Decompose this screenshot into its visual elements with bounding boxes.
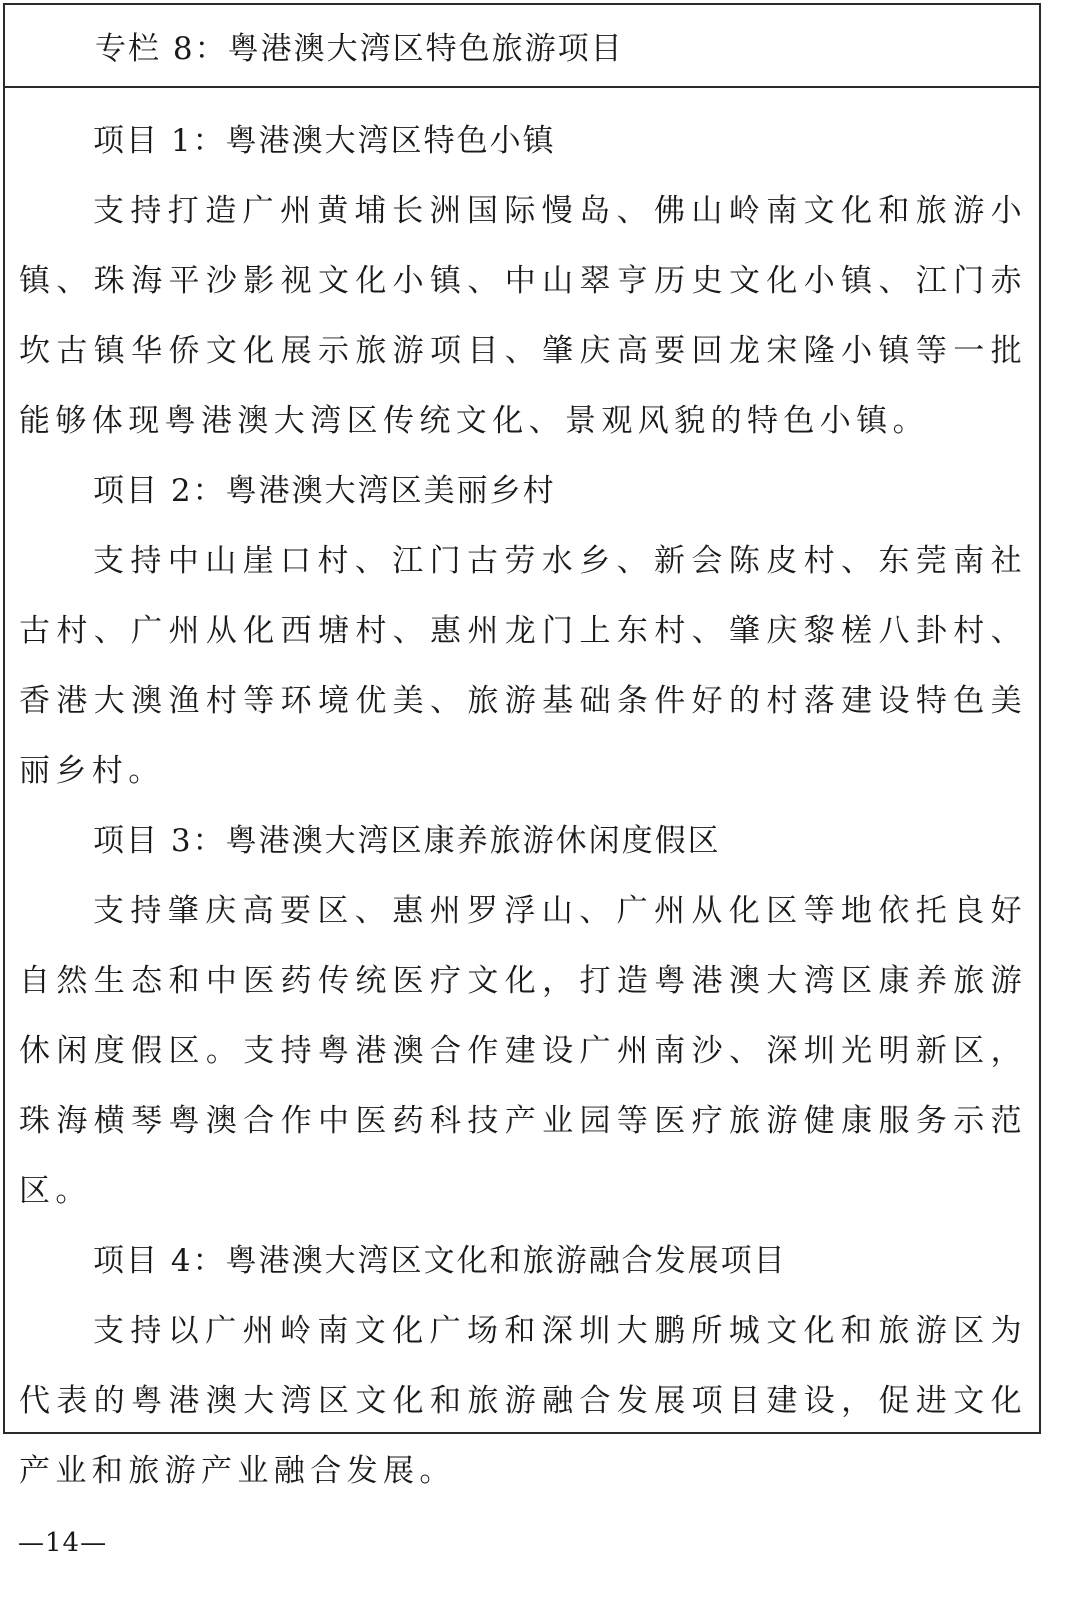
box-body	[5, 88, 1039, 1506]
project-section-2	[19, 456, 1027, 806]
project-heading: 项目 1：粤港澳大湾区特色小镇	[93, 123, 556, 159]
project-heading: 项目 2：粤港澳大湾区美丽乡村	[93, 473, 556, 509]
page-number: —14—	[18, 1528, 108, 1558]
project-section-3	[19, 806, 1027, 1226]
project-description: 支持打造广州黄埔长洲国际慢岛、佛山岭南文化和旅游小镇、珠海平沙影视文化小镇、中山翠亨历史文化小镇、江门赤坎古镇华侨文化展示旅游项目、肇庆高要回龙宋隆小镇等一批能够体现粤港澳大湾区传统文化、景观风貌的特色小镇。	[19, 193, 1027, 439]
project-section-1	[19, 106, 1027, 456]
project-section-4	[19, 1226, 1027, 1506]
box-title: 专栏 8：粤港澳大湾区特色旅游项目	[5, 5, 1039, 88]
project-description: 支持中山崖口村、江门古劳水乡、新会陈皮村、东莞南社古村、广州从化西塘村、惠州龙门上东村、肇庆黎槎八卦村、香港大澳渔村等环境优美、旅游基础条件好的村落建设特色美丽乡村。	[19, 543, 1027, 789]
project-heading: 项目 4：粤港澳大湾区文化和旅游融合发展项目	[93, 1243, 787, 1279]
project-description: 支持以广州岭南文化广场和深圳大鹏所城文化和旅游区为代表的粤港澳大湾区文化和旅游融合发展项目建设，促进文化产业和旅游产业融合发展。	[19, 1313, 1027, 1489]
feature-box	[3, 3, 1041, 1489]
project-description: 支持肇庆高要区、惠州罗浮山、广州从化区等地依托良好自然生态和中医药传统医疗文化，打造粤港澳大湾区康养旅游休闲度假区。支持粤港澳合作建设广州南沙、深圳光明新区，珠海横琴粤澳合作中医药科技产业园等医疗旅游健康服务示范区。	[19, 893, 1027, 1209]
project-heading: 项目 3：粤港澳大湾区康养旅游休闲度假区	[93, 823, 721, 859]
